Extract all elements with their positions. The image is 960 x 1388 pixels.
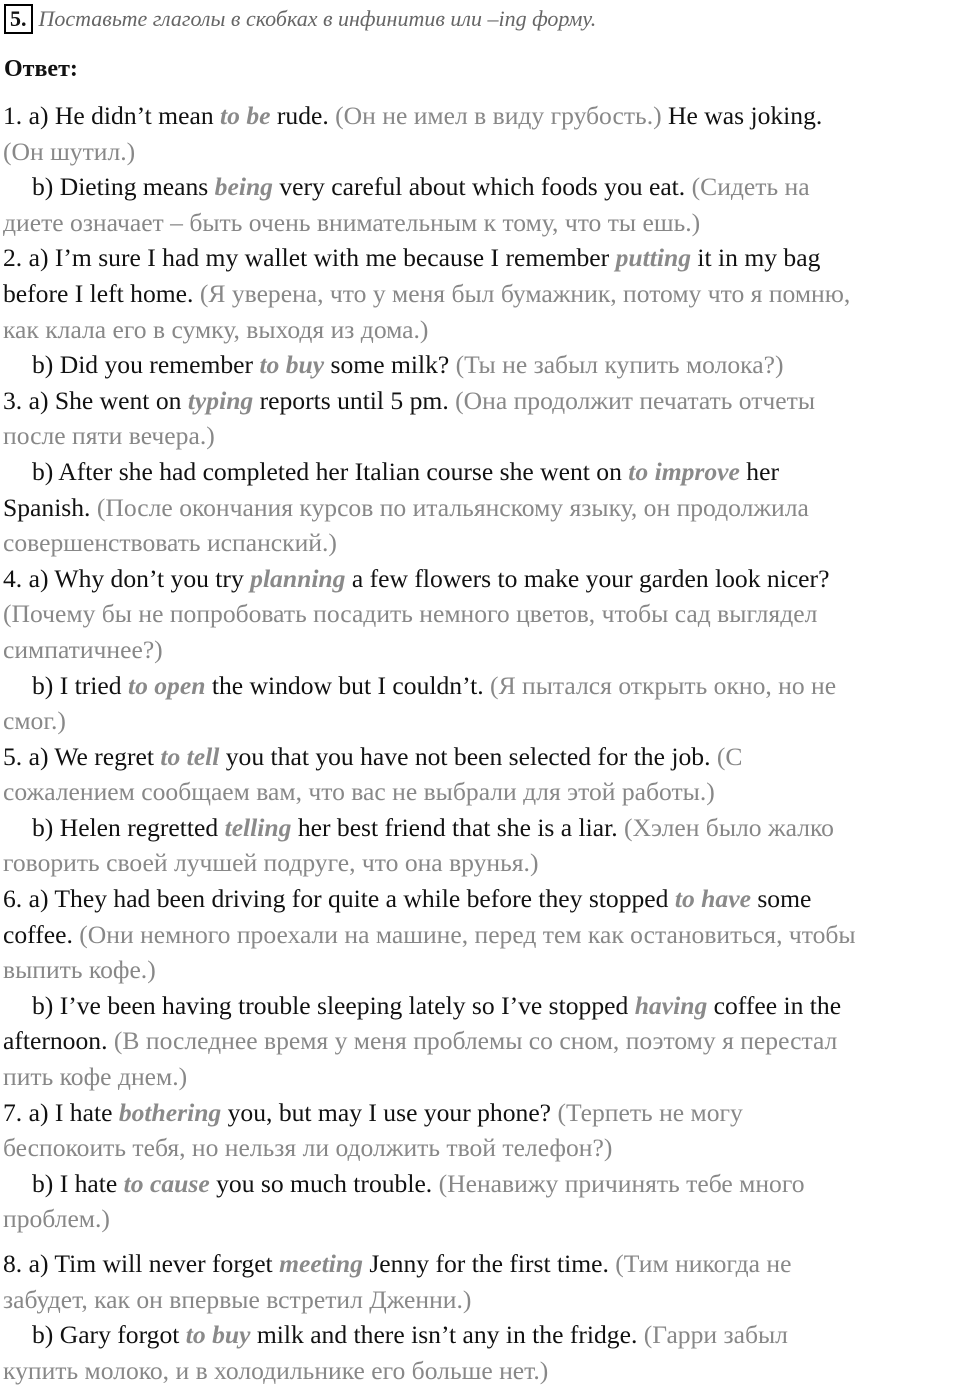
text-line: afternoon. (В последнее время у меня проблемы со сном, поэтому я перестал xyxy=(3,1026,838,1056)
answer-word: having xyxy=(634,990,708,1020)
translation: (Я уверена, что у меня был бумажник, потому что я помню, xyxy=(199,278,851,308)
text-line: b) I hate to cause you so much trouble. (Ненавижу причинять тебе много xyxy=(32,1168,805,1198)
translation: как клала его в сумку, выходя из дома.) xyxy=(3,314,429,344)
answer-word: to buy xyxy=(259,350,325,380)
text-line: before I left home. (Я уверена, что у меня был бумажник, потому что я помню, xyxy=(3,278,851,308)
translation: (Тим никогда не xyxy=(615,1249,792,1278)
translation: выпить кофе.) xyxy=(3,955,156,985)
translation: (Терпеть не могу xyxy=(557,1097,743,1127)
translation: говорить своей лучшей подруге, что она врунья.) xyxy=(3,848,539,878)
answer-word: to buy xyxy=(185,1320,251,1350)
answer-word: meeting xyxy=(279,1249,363,1278)
translation: (Я пытался открыть окно, но не xyxy=(490,670,837,700)
answer-word: to cause xyxy=(123,1168,210,1198)
task-number: 5. xyxy=(4,4,33,34)
translation: (Он шутил.) xyxy=(3,136,136,166)
translation: (После окончания курсов по итальянскому языку, он продолжила xyxy=(96,492,809,522)
text-line: b) I’ve been having trouble sleeping lately so I’ve stopped having coffee in the xyxy=(32,990,842,1020)
answer-word: putting xyxy=(615,243,691,273)
translation: пить кофе днем.) xyxy=(3,1062,188,1092)
translation: (Ты не забыл купить молока?) xyxy=(455,350,784,380)
text-line: Spanish. (После окончания курсов по итальянскому языку, он продолжила xyxy=(3,492,809,522)
text-line: b) I tried to open the window but I couldn’t. (Я пытался открыть окно, но не xyxy=(32,670,837,700)
text-line: 1. a) He didn’t mean to be rude. (Он не имел в виду грубость.) He was joking. xyxy=(3,101,823,130)
answer-word: being xyxy=(214,172,273,202)
answer-word: to improve xyxy=(628,456,740,486)
translation: диете означает – быть очень внимательным к тому, что ты ешь.) xyxy=(3,207,701,237)
answer-word: telling xyxy=(224,812,292,842)
text-line: 2. a) I’m sure I had my wallet with me because I remember putting it in my bag xyxy=(3,243,821,273)
translation: сожалением сообщаем вам, что вас не выбрали для этой работы.) xyxy=(3,777,715,807)
text-line: b) Helen regretted telling her best friend that she is a liar. (Хэлен было жалко xyxy=(32,812,834,842)
translation: беспокоить тебя, но нельзя ли одолжить твой телефон?) xyxy=(3,1133,613,1163)
text-line: 4. a) Why don’t you try planning a few flowers to make your garden look nicer? xyxy=(3,563,830,593)
task-instruction: Поставьте глаголы в скобках в инфинитив или –ing форму. xyxy=(38,6,597,31)
text-line: b) Dieting means being very careful about which foods you eat. (Сидеть на xyxy=(32,172,810,202)
translation: купить молоко, и в холодильнике его больше нет.) xyxy=(3,1355,549,1385)
translation: совершенствовать испанский.) xyxy=(3,528,337,558)
translation: проблем.) xyxy=(3,1204,110,1234)
text-line: b) After she had completed her Italian course she went on to improve her xyxy=(32,456,779,486)
text-line: 6. a) They had been driving for quite a while before they stopped to have some xyxy=(3,884,812,914)
answer-word: to have xyxy=(674,884,751,914)
answer-text xyxy=(3,98,959,1388)
answer-label: Ответ: xyxy=(4,56,78,82)
text-line: 3. a) She went on typing reports until 5 pm. (Она продолжит печатать отчеты xyxy=(3,385,816,415)
translation: (Ненавижу причинять тебе много xyxy=(438,1168,805,1198)
translation: (В последнее время у меня проблемы со сном, поэтому я перестал xyxy=(113,1026,838,1056)
answer-word: bothering xyxy=(118,1097,222,1127)
text-line: b) Did you remember to buy some milk? (Ты не забыл купить молока?) xyxy=(32,350,784,380)
translation: (Сидеть на xyxy=(691,172,810,202)
translation: смог.) xyxy=(3,706,66,736)
translation: (Они немного проехали на машине, перед тем как остановиться, чтобы xyxy=(79,919,856,949)
translation: (Почему бы не попробовать посадить немного цветов, чтобы сад выглядел xyxy=(3,599,818,629)
answer-word: planning xyxy=(250,563,346,593)
text-line: 5. a) We regret to tell you that you have not been selected for the job. (С xyxy=(3,741,743,771)
text-line: 7. a) I hate bothering you, but may I use your phone? (Терпеть не могу xyxy=(3,1097,743,1127)
text-line: 8. a) Tim will never forget meeting Jenny for the first time. (Тим никогда не xyxy=(3,1249,792,1278)
translation: (С xyxy=(716,741,743,771)
translation: (Она продолжит печатать отчеты xyxy=(455,385,816,415)
translation: забудет, как он впервые встретил Дженни.) xyxy=(3,1284,472,1314)
translation: после пяти вечера.) xyxy=(3,421,215,451)
answer-word: to open xyxy=(127,670,206,700)
text-line: coffee. (Они немного проехали на машине, перед тем как остановиться, чтобы xyxy=(3,919,856,949)
answer-word: to tell xyxy=(160,741,220,771)
task-header xyxy=(4,4,596,34)
translation: симпатичнее?) xyxy=(3,634,163,664)
translation: (Он не имел в виду грубость.) xyxy=(335,101,662,130)
translation: (Хэлен было жалко xyxy=(624,812,834,842)
translation: (Гарри забыл xyxy=(643,1320,788,1350)
answer-word: to be xyxy=(220,101,271,130)
text-line: b) Gary forgot to buy milk and there isn’t any in the fridge. (Гарри забыл xyxy=(32,1320,788,1350)
answer-word: typing xyxy=(187,385,254,415)
